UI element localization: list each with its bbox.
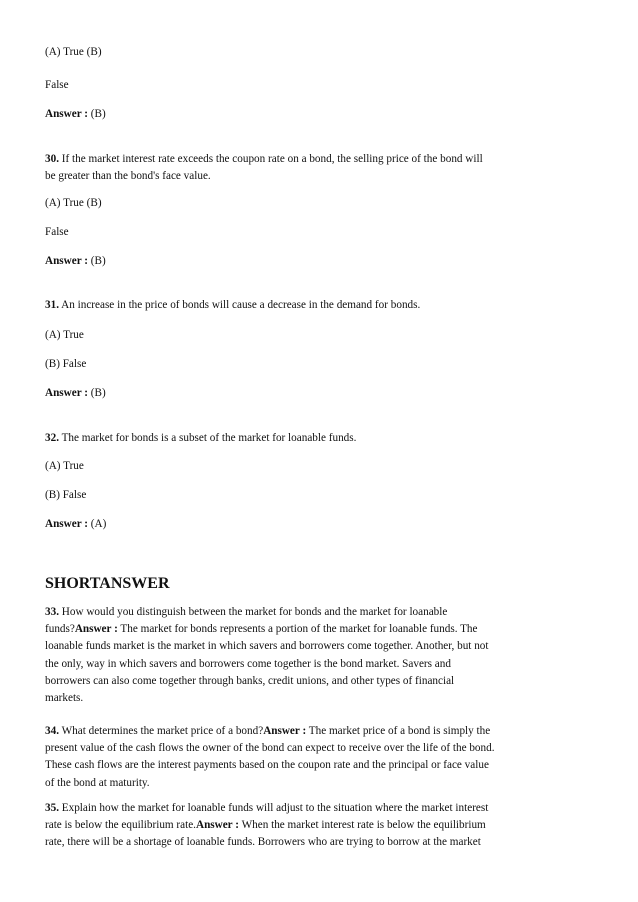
answer-label: Answer : [45, 387, 88, 399]
answer-line [45, 254, 106, 268]
short-answer-35 [45, 800, 590, 852]
question-number: 31. [45, 299, 59, 311]
question-text: funds? [45, 623, 75, 636]
question-text: How would you distinguish between the market for bonds and the market for loanable [58, 606, 448, 618]
question-number: 32. [45, 432, 59, 444]
section-heading: SHORTANSWER [45, 575, 170, 592]
text-line: rate, there will be a shortage of loanable funds. Borrowers who are trying to borrow at the market [45, 836, 481, 849]
short-answer-33 [45, 604, 590, 707]
answer-text: When the market interest rate is below the equilibrium [238, 819, 486, 832]
option-line: (B) False [45, 489, 87, 501]
text-line: present value of the cash flows the owner of the bond can expect to receive over the life of the bond. [45, 742, 495, 755]
answer-line [45, 107, 106, 121]
option-line: False [45, 226, 69, 238]
text-line [45, 723, 590, 740]
text-line: loanable funds market is the market in which savers and borrowers come together. Another, but not [45, 640, 489, 653]
option-line: (A) True [45, 460, 84, 472]
answer-label: Answer : [195, 819, 239, 832]
question-text: An increase in the price of bonds will cause a decrease in the demand for bonds. [58, 299, 421, 311]
question-text: The market for bonds is a subset of the market for loanable funds. [58, 432, 357, 444]
text-line: markets. [45, 692, 84, 705]
text-line: borrowers can also come together through banks, credit unions, and other types of financial [45, 674, 455, 687]
question-30-line-1 [45, 152, 483, 166]
text-line [45, 621, 590, 638]
answer-value: (B) [88, 255, 106, 267]
answer-line [45, 517, 106, 531]
answer-label: Answer : [45, 255, 88, 267]
question-31 [45, 298, 420, 312]
question-number: 34. [45, 725, 59, 737]
answer-label: Answer : [74, 623, 118, 636]
option-line: (A) True [45, 329, 84, 341]
text-line: the only, way in which savers and borrowers come together is the bond market. Savers and [45, 657, 451, 670]
text-line: of the bond at maturity. [45, 776, 150, 789]
answer-line [45, 386, 106, 400]
question-text: What determines the market price of a bond? [58, 725, 264, 737]
option-line: (A) True (B) [45, 197, 102, 209]
option-line: (B) False [45, 358, 87, 370]
text-line [45, 817, 590, 834]
answer-label: Answer : [263, 725, 307, 737]
question-text: rate is below the equilibrium rate. [45, 819, 196, 832]
answer-label: Answer : [45, 108, 88, 120]
answer-text: The market for bonds represents a portion of the market for loanable funds. The [117, 623, 478, 636]
question-number: 35. [45, 802, 59, 814]
answer-value: (B) [88, 387, 106, 399]
question-30-line-2: be greater than the bond's face value. [45, 170, 211, 182]
option-line: (A) True (B) [45, 46, 102, 58]
short-answer-34 [45, 723, 590, 792]
answer-text: The market price of a bond is simply the [306, 725, 491, 737]
text-line [45, 604, 590, 621]
text-line [45, 800, 590, 817]
question-text: If the market interest rate exceeds the coupon rate on a bond, the selling price of the bond will [58, 153, 483, 165]
answer-value: (A) [88, 518, 107, 530]
question-text: Explain how the market for loanable funds will adjust to the situation where the market interest [58, 802, 489, 814]
question-32 [45, 431, 356, 445]
answer-label: Answer : [45, 518, 88, 530]
question-number: 33. [45, 606, 59, 618]
question-number: 30. [45, 153, 59, 165]
option-line: False [45, 79, 69, 91]
answer-value: (B) [88, 108, 106, 120]
text-line: These cash flows are the interest payments based on the coupon rate and the principal or face value [45, 759, 489, 772]
